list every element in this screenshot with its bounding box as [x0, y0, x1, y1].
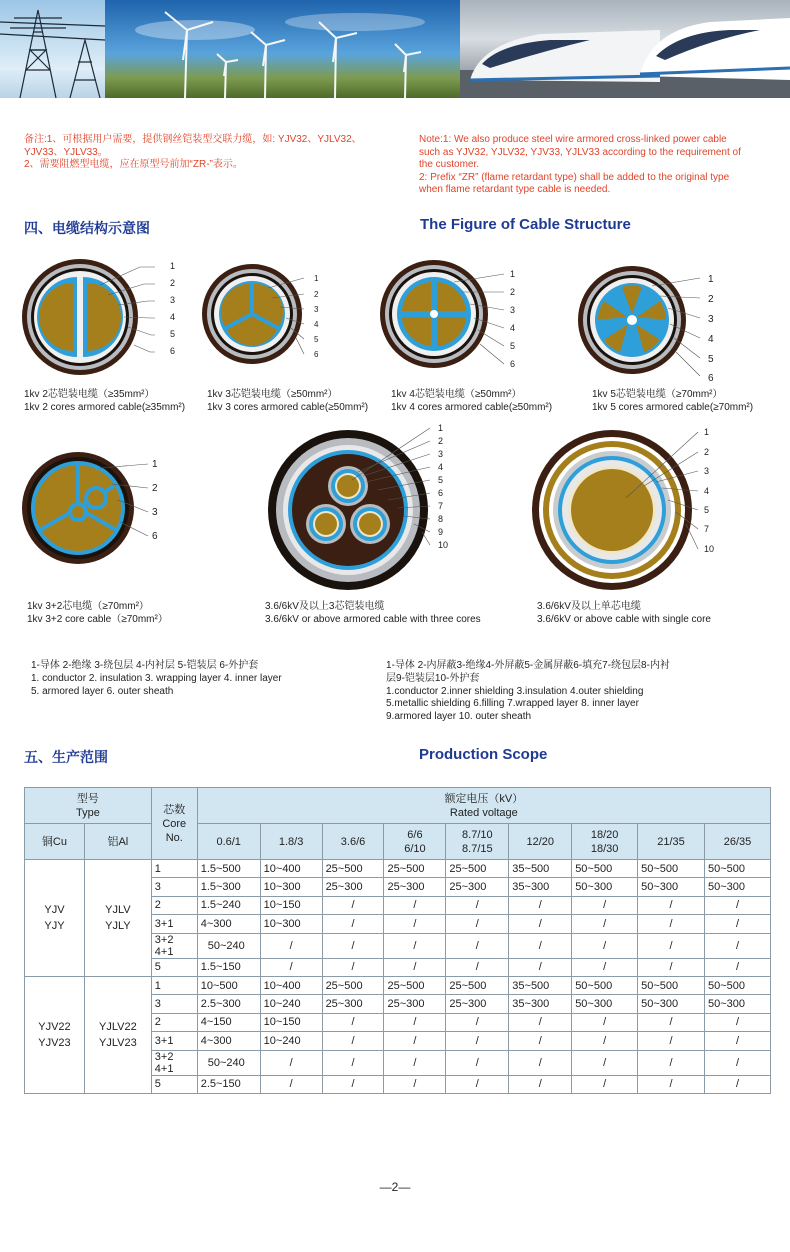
legend-line: 1. conductor 2. insulation 3. wrapping layer 4. inner layer	[31, 672, 282, 684]
aluminum-type-cell	[84, 860, 151, 977]
production-scope-table	[24, 787, 771, 1094]
cable-caption-3-core-hv	[265, 601, 481, 626]
section-range-cell: 25~500	[446, 860, 509, 878]
cable-diagram-single-core	[530, 420, 730, 595]
section-range-cell: 50~300	[704, 878, 770, 896]
note-cn-line: YJV33、YJLV33。	[24, 146, 108, 158]
cable-label: 1	[152, 459, 158, 470]
note-cn-line: 2、需要阻燃型电缆，应在原型号前加“ZR-”表示。	[24, 159, 243, 170]
type-name: YJLV23	[98, 1036, 137, 1049]
voltage-header-en: Rated voltage	[449, 806, 518, 819]
table-row	[25, 860, 771, 878]
section-range-cell: /	[509, 933, 572, 958]
voltage-col-header	[704, 824, 770, 860]
cable-diagram-2-core	[20, 255, 195, 385]
note-en-line: 2: Prefix “ZR” (flame retardant type) shall be added to the original type	[419, 171, 730, 183]
section-range-cell: /	[638, 1032, 705, 1050]
voltage-header-cn: 额定电压（kV）	[444, 792, 524, 805]
core-count: 3+1	[154, 1034, 174, 1047]
core-count-cell	[151, 958, 197, 976]
section-range-cell: /	[446, 1050, 509, 1075]
section-range-cell: /	[260, 1050, 322, 1075]
caption-en: 1kv 3 cores armored cable(≥50mm²)	[207, 401, 369, 413]
core-count-cell	[151, 896, 197, 914]
type-name: YJV	[44, 903, 65, 916]
cable-label: 6	[438, 488, 444, 498]
cable-label: 4	[704, 486, 710, 496]
cable-label: 4	[708, 334, 714, 345]
section-range-cell: /	[704, 915, 770, 933]
cable-label: 5	[314, 335, 319, 344]
cable-diagram-3-core	[196, 262, 336, 372]
cable-caption-3plus2-core	[27, 601, 168, 626]
core-count: 5	[154, 961, 161, 974]
section-range-cell: /	[572, 933, 638, 958]
legend-line: 1-导体 2-内屏蔽3-绝缘4-外屏蔽5-金属屏蔽6-填充7-绕包层8-内衬	[386, 660, 670, 671]
section-range-cell: 25~300	[322, 995, 384, 1013]
core-count-cell	[151, 995, 197, 1013]
section-range-cell: /	[384, 1013, 446, 1031]
cable-diagram-5-core	[572, 262, 722, 387]
section-range-cell: 1.5~150	[197, 958, 260, 976]
cable-label: 2	[170, 278, 176, 288]
cable-diagram-3plus2-core	[20, 450, 170, 570]
core-count-cell	[151, 1013, 197, 1031]
section-range-cell: /	[572, 1075, 638, 1093]
section-range-cell: /	[260, 958, 322, 976]
voltage-col-header	[197, 824, 260, 860]
voltage-header	[197, 788, 770, 824]
cores-header-no: No.	[165, 831, 183, 844]
voltage-value: 6/6	[407, 828, 423, 841]
section-range-cell: 4~150	[197, 1013, 260, 1031]
cable-label: 3	[704, 466, 710, 476]
voltage-value: 18/30	[590, 842, 619, 855]
cable-label: 7	[704, 524, 710, 534]
section-range-cell: /	[509, 896, 572, 914]
section-range-cell: /	[704, 1075, 770, 1093]
cable-label: 5	[704, 505, 710, 515]
section-range-cell: 25~500	[384, 860, 446, 878]
voltage-col-header	[384, 824, 446, 860]
cable-label: 4	[314, 320, 319, 329]
section-range-cell: /	[384, 958, 446, 976]
section-range-cell: 10~400	[260, 976, 322, 994]
notes-chinese	[24, 134, 384, 172]
caption-cn: 3.6/6kV及以上单芯电缆	[537, 601, 641, 612]
cable-label: 2	[510, 287, 516, 297]
section-range-cell: 25~500	[446, 976, 509, 994]
voltage-value: 1.8/3	[278, 835, 304, 848]
section-range-cell: 25~500	[384, 976, 446, 994]
voltage-value: 26/35	[723, 835, 752, 848]
note-en-line: Note:1: We also produce steel wire armored cross-linked power cable	[419, 134, 727, 145]
aluminum-type-cell	[84, 976, 151, 1093]
cable-label: 5	[170, 329, 176, 339]
cable-diagram-3-core-hv	[268, 420, 458, 600]
section-range-cell: /	[704, 933, 770, 958]
section-range-cell: 50~300	[572, 995, 638, 1013]
section-range-cell: 10~150	[260, 896, 322, 914]
section-range-cell: 50~240	[197, 1050, 260, 1075]
page-number: —2—	[379, 1180, 411, 1194]
structure-title-en: The Figure of Cable Structure	[420, 216, 631, 233]
section-range-cell: /	[509, 915, 572, 933]
voltage-value: 8.7/10	[462, 828, 493, 841]
section-range-cell: /	[509, 1013, 572, 1031]
section-range-cell: /	[638, 1075, 705, 1093]
core-count: 3	[154, 881, 161, 894]
voltage-col-header	[446, 824, 509, 860]
cable-label: 10	[438, 540, 449, 550]
voltage-value: 8.7/15	[462, 842, 493, 855]
cable-label: 1	[314, 274, 319, 283]
cable-label: 3	[152, 507, 158, 518]
cu-header: 铜Cu	[25, 824, 85, 860]
core-count: 2	[154, 1016, 161, 1029]
section-range-cell: 35~500	[509, 860, 572, 878]
cable-label: 4	[170, 312, 176, 322]
section-range-cell: /	[446, 1013, 509, 1031]
section-range-cell: /	[384, 1032, 446, 1050]
table-row	[25, 976, 771, 994]
core-count: 4+1	[154, 1062, 174, 1075]
table-header-row	[25, 788, 771, 824]
wind-turbines-photo	[105, 0, 460, 98]
caption-cn: 1kv 4芯铠装电缆（≥50mm²）	[391, 389, 522, 400]
section-range-cell: /	[384, 915, 446, 933]
type-header	[25, 788, 152, 824]
section-range-cell: /	[704, 896, 770, 914]
core-count: 1	[154, 862, 161, 875]
legend-line: 5.metallic shielding 6.filling 7.wrapped layer 8. inner layer	[386, 698, 639, 710]
cable-caption-single-core	[537, 601, 711, 626]
core-count: 3	[154, 998, 161, 1011]
section-range-cell: 10~240	[260, 995, 322, 1013]
section-range-cell: /	[509, 1050, 572, 1075]
cable-caption-3-core	[207, 389, 368, 414]
section-range-cell: /	[509, 1032, 572, 1050]
voltage-col-header	[572, 824, 638, 860]
section-range-cell: /	[638, 915, 705, 933]
section-range-cell: 10~150	[260, 1013, 322, 1031]
caption-cn: 1kv 2芯铠装电缆（≥35mm²）	[24, 389, 155, 400]
section-range-cell: /	[572, 1013, 638, 1031]
legend-high-voltage	[386, 660, 670, 724]
section-range-cell: 50~500	[572, 976, 638, 994]
cores-header	[151, 788, 197, 860]
caption-en: 3.6/6kV or above armored cable with three cores	[265, 613, 481, 625]
cable-label: 6	[510, 359, 516, 369]
caption-cn: 3.6/6kV及以上3芯铠装电缆	[265, 601, 385, 612]
section-range-cell: /	[446, 1075, 509, 1093]
section-range-cell: 50~500	[638, 860, 705, 878]
section-range-cell: 10~300	[260, 878, 322, 896]
section-range-cell: /	[509, 1075, 572, 1093]
note-en-line: such as YJV32, YJLV32, YJV33, YJLV33 according to the requirement of	[419, 146, 741, 158]
type-name: YJV23	[38, 1036, 71, 1049]
legend-low-voltage	[31, 660, 282, 698]
section-range-cell: 4~300	[197, 1032, 260, 1050]
legend-line: 9.armored layer 10. outer sheath	[386, 711, 532, 723]
section-range-cell: 25~300	[446, 995, 509, 1013]
type-header-cn: 型号	[76, 792, 99, 805]
cable-label: 3	[708, 314, 714, 325]
header-banner	[0, 0, 790, 98]
section-range-cell: 35~300	[509, 995, 572, 1013]
section-range-cell: /	[260, 933, 322, 958]
voltage-col-header	[638, 824, 705, 860]
voltage-value: 12/20	[526, 835, 554, 848]
voltage-col-header	[260, 824, 322, 860]
section-range-cell: /	[446, 915, 509, 933]
section-range-cell: /	[704, 958, 770, 976]
cable-label: 1	[708, 274, 714, 285]
cable-label: 5	[510, 341, 516, 351]
production-title-en: Production Scope	[419, 746, 548, 763]
section-range-cell: /	[572, 958, 638, 976]
type-name: YJLY	[105, 919, 131, 932]
section-range-cell: 10~500	[197, 976, 260, 994]
cable-diagram-4-core	[378, 258, 523, 378]
voltage-col-header	[509, 824, 572, 860]
core-count: 3+2	[154, 1050, 174, 1063]
section-range-cell: /	[446, 1032, 509, 1050]
section-range-cell: 25~300	[446, 878, 509, 896]
section-range-cell: 25~300	[322, 878, 384, 896]
caption-en: 1kv 2 cores armored cable(≥35mm²)	[24, 401, 186, 413]
voltage-col-header	[322, 824, 384, 860]
cores-header-en: Core	[162, 817, 187, 830]
section-range-cell: 50~500	[704, 860, 770, 878]
section-range-cell: /	[322, 1075, 384, 1093]
high-speed-train-photo	[460, 0, 790, 98]
section-range-cell: 10~240	[260, 1032, 322, 1050]
cores-header-cn: 芯数	[163, 803, 186, 816]
section-range-cell: /	[260, 1075, 322, 1093]
voltage-value: 3.6/6	[340, 835, 366, 848]
cable-label: 7	[438, 501, 444, 511]
section-range-cell: /	[322, 915, 384, 933]
section-range-cell: /	[638, 1013, 705, 1031]
type-name: YJLV22	[98, 1020, 137, 1033]
caption-cn: 1kv 3+2芯电缆（≥70mm²）	[27, 601, 149, 612]
cable-label: 3	[170, 295, 176, 305]
cable-label: 1	[438, 423, 444, 433]
section-range-cell: /	[322, 933, 384, 958]
core-count: 3+1	[154, 917, 174, 930]
section-range-cell: 1.5~300	[197, 878, 260, 896]
cable-caption-5-core	[592, 389, 753, 414]
section-range-cell: 50~300	[638, 878, 705, 896]
section-range-cell: 10~300	[260, 915, 322, 933]
core-count-cell	[151, 933, 197, 958]
copper-type-cell	[25, 860, 85, 977]
cable-label: 10	[704, 544, 715, 554]
section-range-cell: 50~500	[704, 976, 770, 994]
core-count-cell	[151, 860, 197, 878]
section-range-cell: /	[322, 1050, 384, 1075]
section-range-cell: 2.5~300	[197, 995, 260, 1013]
caption-cn: 1kv 5芯铠装电缆（≥70mm²）	[592, 389, 723, 400]
cable-label: 1	[704, 427, 710, 437]
section-range-cell: /	[322, 958, 384, 976]
cable-label: 4	[438, 462, 444, 472]
section-range-cell: /	[572, 896, 638, 914]
section-range-cell: /	[384, 896, 446, 914]
note-en-line: when flame retardant type cable is needed.	[419, 184, 611, 195]
section-range-cell: 50~500	[638, 976, 705, 994]
section-range-cell: 25~300	[384, 878, 446, 896]
core-count-cell	[151, 1050, 197, 1075]
caption-en: 1kv 3+2 core cable（≥70mm²）	[27, 613, 168, 625]
cable-label: 6	[170, 346, 176, 356]
section-range-cell: /	[446, 933, 509, 958]
cable-label: 3	[510, 305, 516, 315]
section-range-cell: /	[704, 1032, 770, 1050]
section-range-cell: /	[704, 1050, 770, 1075]
cable-label: 8	[438, 514, 444, 524]
cable-label: 6	[152, 531, 158, 542]
core-count: 5	[154, 1078, 161, 1091]
cable-label: 3	[314, 305, 319, 314]
core-count: 4+1	[154, 945, 174, 958]
caption-en: 1kv 5 cores armored cable(≥70mm²)	[592, 401, 754, 413]
section-range-cell: 25~500	[322, 976, 384, 994]
core-count-cell	[151, 1032, 197, 1050]
section-range-cell: /	[572, 1050, 638, 1075]
legend-line: 1.conductor 2.inner shielding 3.insulation 4.outer shielding	[386, 685, 644, 697]
section-range-cell: 10~400	[260, 860, 322, 878]
section-range-cell: /	[572, 915, 638, 933]
voltage-value: 21/35	[657, 835, 685, 848]
type-name: YJLV	[105, 903, 131, 916]
section-range-cell: 50~300	[572, 878, 638, 896]
core-count-cell	[151, 976, 197, 994]
copper-type-cell	[25, 976, 85, 1093]
section-range-cell: /	[446, 958, 509, 976]
section-range-cell: 25~300	[384, 995, 446, 1013]
core-count-cell	[151, 1075, 197, 1093]
section-range-cell: 1.5~240	[197, 896, 260, 914]
cable-label: 3	[438, 449, 444, 459]
cable-label: 6	[708, 373, 714, 384]
table-subheader-row	[25, 824, 771, 860]
cable-label: 2	[152, 483, 158, 494]
section-range-cell: /	[322, 1013, 384, 1031]
type-name: YJV22	[38, 1020, 71, 1033]
core-count-cell	[151, 878, 197, 896]
voltage-value: 18/20	[590, 828, 619, 841]
section-range-cell: /	[638, 933, 705, 958]
cable-label: 9	[438, 527, 444, 537]
note-en-line: the customer.	[419, 159, 480, 170]
section-range-cell: 50~240	[197, 933, 260, 958]
section-range-cell: /	[384, 1075, 446, 1093]
section-range-cell: /	[638, 896, 705, 914]
cable-label: 4	[510, 323, 516, 333]
section-range-cell: /	[638, 958, 705, 976]
section-range-cell: 35~300	[509, 878, 572, 896]
section-range-cell: 2.5~150	[197, 1075, 260, 1093]
core-count: 1	[154, 979, 161, 992]
section-range-cell: 35~500	[509, 976, 572, 994]
al-header: 铝Al	[84, 824, 151, 860]
cable-label: 2	[708, 294, 714, 305]
section-range-cell: /	[509, 958, 572, 976]
type-name: YJY	[44, 919, 65, 932]
core-count: 2	[154, 899, 161, 912]
table-body	[25, 860, 771, 1094]
production-title-cn: 五、生产范围	[24, 749, 108, 765]
cable-label: 1	[510, 269, 516, 279]
core-count: 3+2	[154, 933, 174, 946]
legend-line: 5. armored layer 6. outer sheath	[31, 685, 174, 697]
cable-label: 5	[438, 475, 444, 485]
section-range-cell: /	[322, 1032, 384, 1050]
structure-title-cn: 四、电缆结构示意图	[24, 220, 150, 236]
cable-label: 2	[438, 436, 444, 446]
legend-line: 层9-铠装层10-外护套	[386, 672, 480, 684]
type-header-en: Type	[75, 806, 100, 819]
cable-label: 1	[170, 261, 176, 271]
section-range-cell: /	[572, 1032, 638, 1050]
section-range-cell: 50~300	[704, 995, 770, 1013]
section-range-cell: 4~300	[197, 915, 260, 933]
caption-en: 3.6/6kV or above cable with single core	[537, 613, 711, 625]
section-range-cell: /	[704, 1013, 770, 1031]
cable-label: 5	[708, 354, 714, 365]
section-range-cell: /	[638, 1050, 705, 1075]
cable-caption-4-core	[391, 389, 552, 414]
cable-label: 6	[314, 350, 319, 359]
cable-label: 2	[314, 290, 319, 299]
section-range-cell: /	[384, 1050, 446, 1075]
section-range-cell: 50~500	[572, 860, 638, 878]
caption-en: 1kv 4 cores armored cable(≥50mm²)	[391, 401, 553, 413]
notes-english	[419, 134, 779, 197]
section-range-cell: /	[322, 896, 384, 914]
cable-label: 2	[704, 447, 710, 457]
note-cn-line: 备注:1、可根据用户需要，提供钢丝铠装型交联力缆，如: YJV32、YJLV32、	[24, 134, 362, 145]
core-count-cell	[151, 915, 197, 933]
cable-caption-2-core	[24, 389, 185, 414]
section-range-cell: 1.5~500	[197, 860, 260, 878]
voltage-value: 6/10	[404, 842, 426, 855]
legend-line: 1-导体 2-绝缘 3-绕包层 4-内衬层 5-铠装层 6-外护套	[31, 660, 259, 671]
section-range-cell: 50~300	[638, 995, 705, 1013]
caption-cn: 1kv 3芯铠装电缆（≥50mm²）	[207, 389, 338, 400]
section-range-cell: 25~500	[322, 860, 384, 878]
section-range-cell: /	[384, 933, 446, 958]
voltage-value: 0.6/1	[216, 835, 241, 848]
power-tower-photo	[0, 0, 105, 98]
section-range-cell: /	[446, 896, 509, 914]
